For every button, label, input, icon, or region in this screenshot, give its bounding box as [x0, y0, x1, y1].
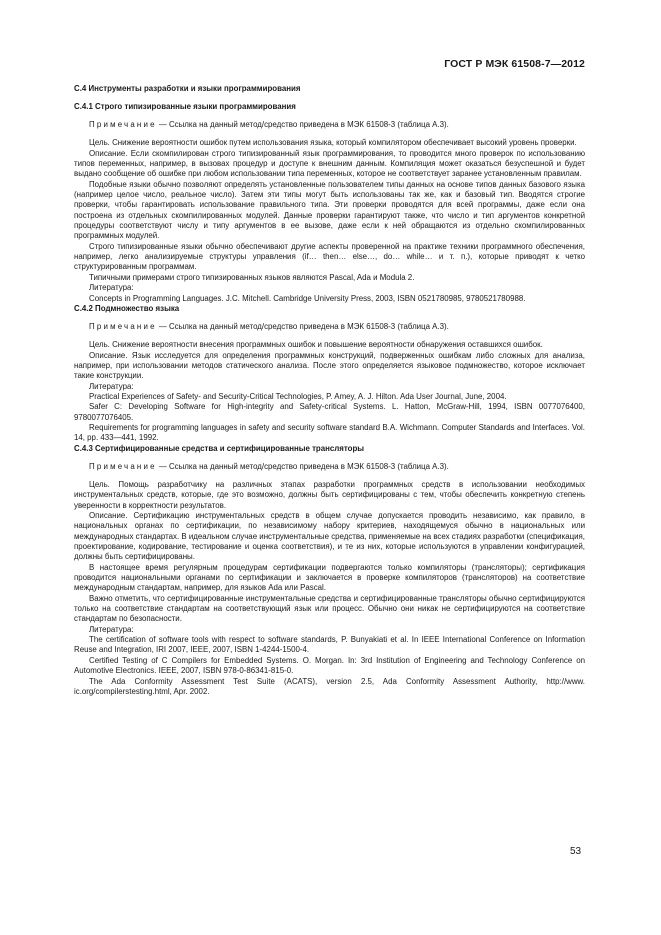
section-c43-paragraph: Важно отметить, что сертифицированные инструментальные средства и сертифицированные трансляторы обычно сертифицируются только на соответствие стандартам на соответствующий язык или процесс. Обычно они никак не сертифицируются на соответствие стандартам по безопасности. — [74, 593, 585, 624]
page-number: 53 — [570, 846, 582, 857]
section-c41-literature-label: Литература: — [89, 283, 134, 293]
section-c43-reference: Certified Testing of C Compilers for Embedded Systems. O. Morgan. In: 3rd Institution of Engineering and Technology Conference on Automotive Electronics. IEEE, 2007, ISBN 978-0-86341-815-0. — [74, 655, 585, 676]
note-label: Примечание — [89, 120, 157, 129]
note-label: Примечание — [89, 321, 157, 331]
section-c42-reference: Practical Experiences of Safety- and Security-Critical Technologies, P. Amey, A. J. Hilton. Ada User Journal, June, 2004. — [89, 391, 507, 401]
section-c42-note — [74, 322, 585, 332]
section-c41-paragraph: Строго типизированные языки обычно обеспечивают другие аспекты проверенной на практике техники программного обеспечения, например, легко анализируемые структуры управления (if… then… else…, do… while… и т. п.), которые приводят к четко структурированным программам. — [74, 241, 585, 272]
section-c42-description: Описание. Язык исследуется для определения программных конструкций, подверженных ошибкам либо сложных для анализа, например, при использовании методов статического анализа. После этого определяется языковое подмножество, которое исключает такие конструкции. — [74, 350, 585, 381]
section-c43-literature-label: Литература: — [89, 624, 134, 634]
section-c43-reference: The Ada Conformity Assessment Test Suite (ACATS), version 2.5, Ada Conformity Assessment Authority, http://www. ic.org/compilerstesting.html, Apr. 2002. — [74, 676, 585, 696]
section-c42-reference: Safer C: Developing Software for High-integrity and Safety-critical Systems. L. Hatton, McGraw-Hill, 1994, ISBN 0077076400, 9780077076405. — [74, 402, 585, 422]
section-c41-reference: Concepts in Programming Languages. J.C. Mitchell. Cambridge University Press, 2003, ISBN 0521780985, 9780521780988. — [89, 293, 526, 303]
section-c42-title: C.4.2 Подмножество языка — [74, 303, 180, 313]
document-page — [74, 58, 585, 697]
section-c41-goal: Цель. Снижение вероятности ошибок путем использования языка, который компилятором обеспечивает высокий уровень проверки. — [89, 138, 577, 148]
note-text: — Ссылка на данный метод/средство приведена в МЭК 61508-3 (таблица А.3). — [156, 461, 449, 471]
section-c41-paragraph: Подобные языки обычно позволяют определять установленные пользователем типы данных на основе типов данных базового языка (например целое число, реальное число). Затем эти типы могут быть использованы так же, как и базовый тип. Вводятся строгие проверки, чтобы гарантировать использование правильного типа. Эти проверки проводятся для всей программы, даже если она построена из отдельных скомпилированных модулей. Данные проверки гарантируют также, что число и тип аргументов конкретной процедуры соответствуют числу и типу аргументов в ее вызове, даже если к ней обращаются из отдельно скомпилированных программных модулей. — [74, 179, 585, 241]
section-c42-reference: Requirements for programming languages in safety and security software standard B.A. Wichmann. Computer Standards and Interfaces. Vol. 14, pp. 433—441, 1992. — [74, 422, 585, 443]
section-c41-description: Описание. Если скомпилирован строго типизированный язык программирования, то проводится много проверок по использованию типов переменных, например, в вызовах процедур и доступе к внешним данным. Компиляция может оказаться безуспешной и будет выдано сообщение об ошибке при любом использовании типа переменных, которое не соответствует заранее установленным правилам. — [74, 148, 585, 179]
section-c43-description: Описание. Сертификацию инструментальных средств в общем случае допускается проводить независимо, как правило, в национальных органах по сертификации, по независимому набору критериев, находящемуся обычно в национальных или международных стандартах. В идеальном случае инструментальные средства, применяемые на всех стадиях разработки (спецификация, проектирование, кодирование, тестирование и оценка соответствия), и те из них, которые используются в управлении конфигурацией, должны быть сертифицированы. — [74, 511, 585, 562]
section-c4-title: C.4 Инструменты разработки и языки программирования — [74, 84, 301, 93]
section-c43-paragraph: В настоящее время регулярным процедурам сертификации подвергаются только компиляторы (трансляторы); сертификация проводится национальными органами по сертификации и заключается в проверке компиляторов (трансляторов) на соответствие международным стандартам, например, для языков Ada или Pascal. — [74, 562, 585, 593]
section-c41-note — [74, 120, 585, 130]
note-text: — Ссылка на данный метод/средство приведена в МЭК 61508-3 (таблица А.3). — [156, 321, 449, 331]
section-c43-note — [74, 462, 585, 472]
section-c41-title: C.4.1 Строго типизированные языки программирования — [74, 102, 296, 111]
section-c42-goal: Цель. Снижение вероятности внесения программных ошибок и повышение вероятности обнаружения оставшихся ошибок. — [89, 340, 543, 350]
standard-header: ГОСТ Р МЭК 61508-7—2012 — [444, 58, 585, 70]
section-c42-literature-label: Литература: — [89, 381, 134, 391]
section-c43-reference: The certification of software tools with respect to software standards, P. Bunyakiati et al. In IEEE International Conference on Information Reuse and Integration, IRI 2007, IEEE, 2007, ISBN 1-4244-1500-4. — [74, 635, 585, 655]
section-c43-goal: Цель. Помощь разработчику на различных этапах разработки программных средств в использовании необходимых инструментальных средств, которые, где это возможно, должны быть сертифицированы с тем, чтобы обеспечить конкретную степень уверенности в корректности результатов. — [74, 479, 585, 510]
section-c43-title: C.4.3 Сертифицированные средства и сертифицированные трансляторы — [74, 443, 365, 453]
section-c41-paragraph: Типичными примерами строго типизированных языков являются Pascal, Ada и Modula 2. — [89, 272, 415, 282]
note-text: — Ссылка на данный метод/средство приведена в МЭК 61508-3 (таблица А.3). — [156, 120, 449, 129]
note-label: Примечание — [89, 461, 157, 471]
